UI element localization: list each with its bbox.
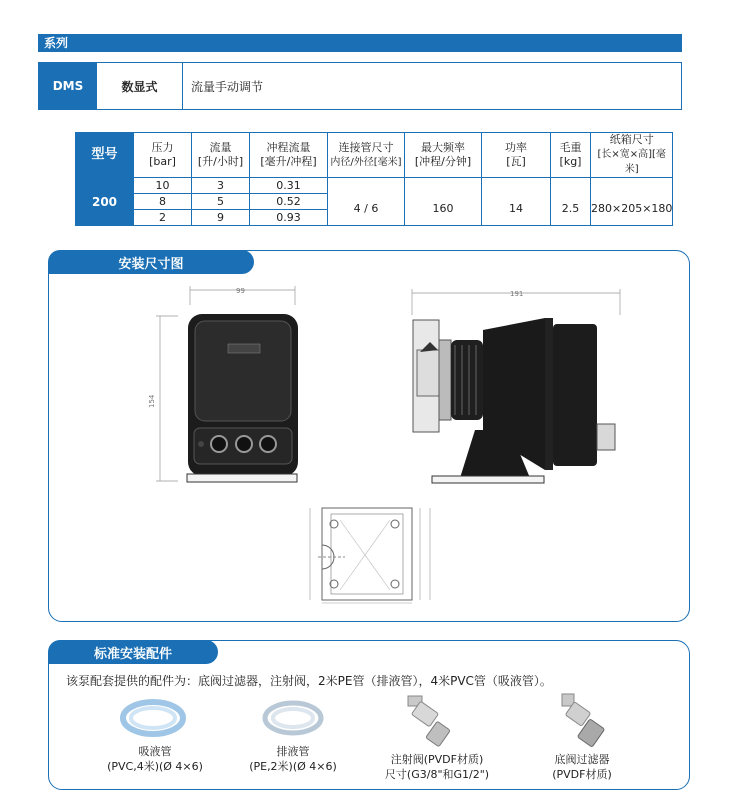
suction-tube-icon — [118, 694, 188, 742]
header-flow: 流量 [升/小时] — [192, 133, 250, 178]
header-power: 功率 [瓦] — [482, 133, 551, 178]
pressure-cell: 8 — [134, 194, 192, 210]
header-stroke-flow: 冲程流量 [毫升/冲程] — [250, 133, 328, 178]
series-code: DMS — [39, 63, 97, 109]
stroke-flow-cell: 0.93 — [250, 210, 328, 226]
accessory-discharge-tube: 排液管 (PE,2米)(Ø 4×6) — [249, 745, 337, 773]
accessories-title: 标准安装配件 — [48, 640, 218, 664]
side-view-drawing — [412, 289, 620, 483]
flow-cell: 3 — [192, 178, 250, 194]
accessory-foot-valve-filter: 底阀过滤器 (PVDF材质) — [552, 753, 612, 781]
accessory-injection-valve: 注射阀(PVDF材质) 尺寸(G3/8"和G1/2") — [384, 753, 490, 781]
stroke-flow-cell: 0.31 — [250, 178, 328, 194]
injection-valve-icon — [400, 690, 460, 750]
weight-cell: 2.5 — [551, 178, 591, 226]
power-cell: 14 — [482, 178, 551, 226]
header-frequency: 最大频率 [冲程/分钟] — [405, 133, 482, 178]
carton-cell: 280×205×180 — [591, 178, 673, 226]
flow-cell: 9 — [192, 210, 250, 226]
series-mode: 数显式 — [97, 63, 183, 109]
header-model: 型号 — [76, 133, 134, 178]
front-width-label: 99 — [236, 287, 245, 295]
header-pressure: 压力 [bar] — [134, 133, 192, 178]
model-cell: 200 — [76, 178, 134, 226]
pressure-cell: 2 — [134, 210, 192, 226]
foot-valve-filter-icon — [554, 690, 614, 750]
stroke-flow-cell: 0.52 — [250, 194, 328, 210]
accessories-intro: 该泵配套提供的配件为：底阀过滤器，注射阀，2米PE管（排液管），4米PVC管（吸液管）。 — [66, 674, 552, 688]
discharge-tube-icon — [258, 694, 328, 742]
pipe-cell: 4 / 6 — [328, 178, 405, 226]
header-weight: 毛重 [kg] — [551, 133, 591, 178]
front-view-drawing — [148, 286, 298, 482]
accessory-suction-tube: 吸液管 (PVC,4米)(Ø 4×6) — [107, 745, 203, 773]
series-description: 流量手动调节 — [191, 79, 264, 94]
flow-cell: 5 — [192, 194, 250, 210]
header-pipe: 连接管尺寸 内径/外径[毫米] — [328, 133, 405, 178]
header-carton: 纸箱尺寸 [长×宽×高][毫米] — [591, 133, 673, 178]
side-width-label: 191 — [510, 290, 524, 298]
base-plate-drawing — [310, 508, 430, 603]
frequency-cell: 160 — [405, 178, 482, 226]
pressure-cell: 10 — [134, 178, 192, 194]
front-height-label: 154 — [148, 394, 156, 408]
install-title: 安装尺寸图 — [48, 250, 254, 274]
series-header: 系列 — [38, 34, 682, 52]
